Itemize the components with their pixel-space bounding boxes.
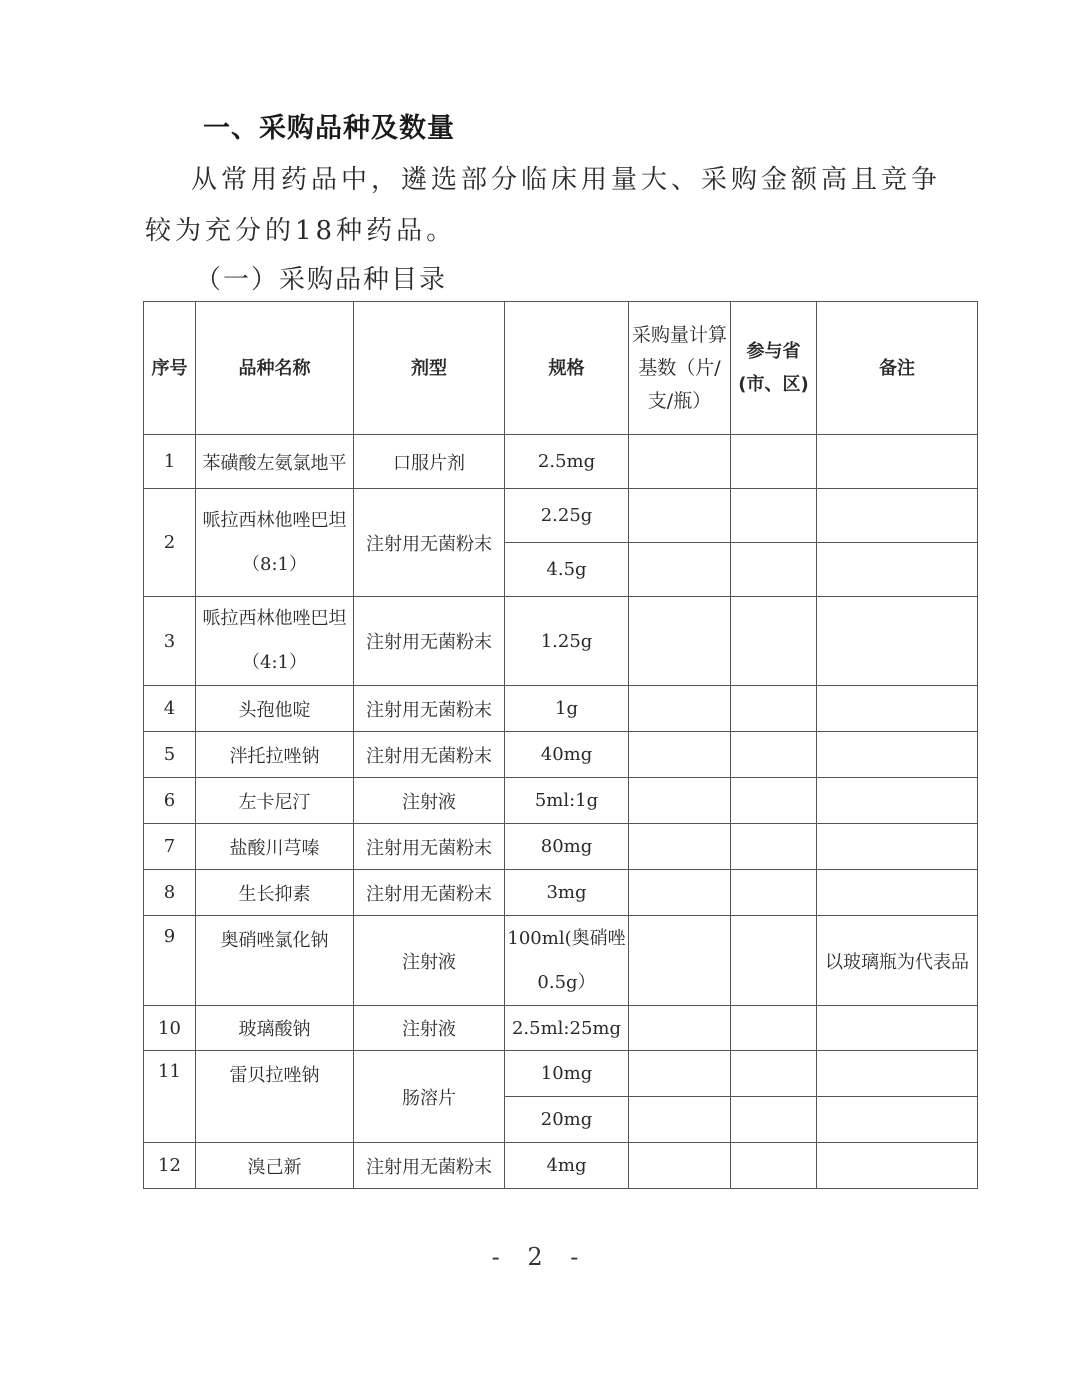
cell-remarks — [817, 489, 978, 543]
header-name: 品种名称 — [196, 302, 354, 435]
cell-dosage-form: 注射用无菌粉末 — [354, 489, 505, 597]
intro-paragraph: 从常用药品中，遴选部分临床用量大、采购金额高且竞争较为充分的18种药品。 — [145, 165, 942, 246]
cell-base-quantity[interactable] — [629, 489, 731, 543]
cell-provinces[interactable] — [731, 1097, 817, 1143]
cell-seq: 12 — [144, 1143, 196, 1189]
drug-catalog-table — [143, 301, 978, 1189]
table-row — [144, 1143, 978, 1189]
cell-remarks — [817, 778, 978, 824]
cell-seq: 6 — [144, 778, 196, 824]
table-row — [144, 778, 978, 824]
cell-spec: 80mg — [505, 824, 629, 870]
cell-spec: 1.25g — [505, 597, 629, 686]
cell-base-quantity[interactable] — [629, 686, 731, 732]
cell-provinces[interactable] — [731, 597, 817, 686]
cell-remarks — [817, 1097, 978, 1143]
cell-dosage-form: 注射用无菌粉末 — [354, 824, 505, 870]
cell-remarks — [817, 824, 978, 870]
table-row — [144, 732, 978, 778]
header-base-quantity: 采购量计算基数（片/支/瓶） — [629, 302, 731, 435]
cell-spec: 5ml:1g — [505, 778, 629, 824]
cell-dosage-form: 注射液 — [354, 778, 505, 824]
cell-seq: 8 — [144, 870, 196, 916]
cell-base-quantity[interactable] — [629, 435, 731, 489]
cell-dosage-form: 注射液 — [354, 916, 505, 1006]
cell-remarks — [817, 1006, 978, 1051]
cell-dosage-form: 注射用无菌粉末 — [354, 686, 505, 732]
cell-spec: 3mg — [505, 870, 629, 916]
cell-base-quantity[interactable] — [629, 597, 731, 686]
table-row — [144, 916, 978, 1006]
cell-dosage-form: 口服片剂 — [354, 435, 505, 489]
cell-seq: 2 — [144, 489, 196, 597]
cell-seq: 11 — [144, 1051, 196, 1143]
cell-name: 哌拉西林他唑巴坦（8:1） — [196, 489, 354, 597]
table-row — [144, 597, 978, 686]
cell-name: 玻璃酸钠 — [196, 1006, 354, 1051]
cell-remarks — [817, 597, 978, 686]
subsection-heading: （一）采购品种目录 — [195, 265, 448, 295]
cell-name: 溴己新 — [196, 1143, 354, 1189]
cell-provinces[interactable] — [731, 686, 817, 732]
cell-seq: 4 — [144, 686, 196, 732]
cell-base-quantity[interactable] — [629, 778, 731, 824]
header-seq: 序号 — [144, 302, 196, 435]
table-row — [144, 435, 978, 489]
header-remarks: 备注 — [817, 302, 978, 435]
header-spec: 规格 — [505, 302, 629, 435]
cell-base-quantity[interactable] — [629, 1097, 731, 1143]
cell-base-quantity[interactable] — [629, 1143, 731, 1189]
cell-name: 雷贝拉唑钠 — [196, 1051, 354, 1143]
cell-name: 头孢他啶 — [196, 686, 354, 732]
cell-base-quantity[interactable] — [629, 824, 731, 870]
cell-seq: 7 — [144, 824, 196, 870]
table-row — [144, 870, 978, 916]
cell-spec: 2.5mg — [505, 435, 629, 489]
cell-spec: 1g — [505, 686, 629, 732]
table-row — [144, 686, 978, 732]
cell-remarks — [817, 1143, 978, 1189]
cell-provinces[interactable] — [731, 435, 817, 489]
cell-remarks — [817, 1051, 978, 1097]
cell-remarks: 以玻璃瓶为代表品 — [817, 916, 978, 1006]
cell-name: 盐酸川芎嗪 — [196, 824, 354, 870]
cell-remarks — [817, 870, 978, 916]
cell-base-quantity[interactable] — [629, 916, 731, 1006]
cell-dosage-form: 注射液 — [354, 1006, 505, 1051]
cell-provinces[interactable] — [731, 543, 817, 597]
cell-remarks — [817, 686, 978, 732]
cell-provinces[interactable] — [731, 1051, 817, 1097]
cell-spec: 100ml(奥硝唑0.5g） — [505, 916, 629, 1006]
cell-spec: 4.5g — [505, 543, 629, 597]
cell-spec: 2.25g — [505, 489, 629, 543]
cell-spec: 40mg — [505, 732, 629, 778]
cell-provinces[interactable] — [731, 732, 817, 778]
cell-name: 苯磺酸左氨氯地平 — [196, 435, 354, 489]
cell-remarks — [817, 732, 978, 778]
cell-base-quantity[interactable] — [629, 1006, 731, 1051]
cell-name: 哌拉西林他唑巴坦（4:1） — [196, 597, 354, 686]
cell-provinces[interactable] — [731, 1006, 817, 1051]
page-number: - 2 - — [491, 1243, 589, 1271]
table-row — [144, 489, 978, 543]
cell-seq: 3 — [144, 597, 196, 686]
cell-provinces[interactable] — [731, 870, 817, 916]
cell-spec: 20mg — [505, 1097, 629, 1143]
cell-base-quantity[interactable] — [629, 732, 731, 778]
cell-remarks — [817, 543, 978, 597]
cell-name: 奥硝唑氯化钠 — [196, 916, 354, 1006]
cell-name: 生长抑素 — [196, 870, 354, 916]
cell-remarks — [817, 435, 978, 489]
cell-base-quantity[interactable] — [629, 870, 731, 916]
cell-spec: 4mg — [505, 1143, 629, 1189]
cell-provinces[interactable] — [731, 1143, 817, 1189]
cell-name: 泮托拉唑钠 — [196, 732, 354, 778]
cell-dosage-form: 肠溶片 — [354, 1051, 505, 1143]
table-row — [144, 824, 978, 870]
cell-seq: 1 — [144, 435, 196, 489]
cell-provinces[interactable] — [731, 778, 817, 824]
table-row — [144, 1006, 978, 1051]
cell-provinces[interactable] — [731, 489, 817, 543]
header-dosage-form: 剂型 — [354, 302, 505, 435]
cell-spec: 2.5ml:25mg — [505, 1006, 629, 1051]
cell-base-quantity[interactable] — [629, 543, 731, 597]
cell-seq: 5 — [144, 732, 196, 778]
cell-provinces[interactable] — [731, 824, 817, 870]
cell-base-quantity[interactable] — [629, 1051, 731, 1097]
cell-spec: 10mg — [505, 1051, 629, 1097]
cell-provinces[interactable] — [731, 916, 817, 1006]
cell-dosage-form: 注射用无菌粉末 — [354, 1143, 505, 1189]
cell-dosage-form: 注射用无菌粉末 — [354, 732, 505, 778]
table-row — [144, 1051, 978, 1097]
cell-name: 左卡尼汀 — [196, 778, 354, 824]
cell-dosage-form: 注射用无菌粉末 — [354, 597, 505, 686]
cell-seq: 10 — [144, 1006, 196, 1051]
table-header-row — [144, 302, 978, 435]
header-provinces: 参与省(市、区) — [731, 302, 817, 435]
cell-dosage-form: 注射用无菌粉末 — [354, 870, 505, 916]
section-heading: 一、采购品种及数量 — [203, 113, 455, 144]
cell-seq: 9 — [144, 916, 196, 1006]
